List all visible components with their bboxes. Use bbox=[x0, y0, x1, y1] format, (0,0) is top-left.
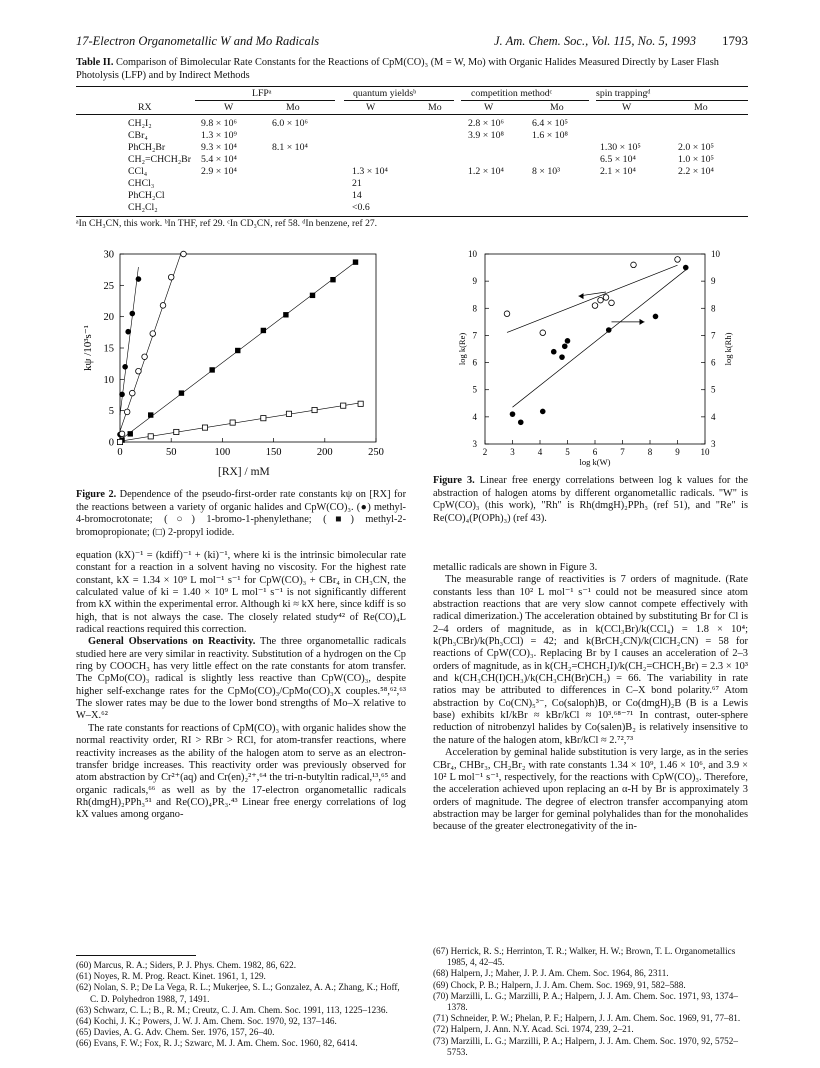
data-point bbox=[504, 311, 510, 317]
x-tick-label: 50 bbox=[165, 447, 177, 458]
figure-2-chart bbox=[82, 250, 384, 459]
data-point bbox=[202, 425, 207, 430]
y-tick-label: 0 bbox=[108, 437, 114, 449]
running-head-left: 17-Electron Organometallic W and Mo Radicals bbox=[76, 34, 320, 48]
data-point bbox=[142, 354, 148, 360]
y-tick-label-right: 10 bbox=[711, 249, 720, 259]
rx-header: RX bbox=[138, 102, 152, 113]
data-point bbox=[129, 311, 135, 317]
right-paragraph-2: The measurable range of reactivities is 7 orders of magnitude. (Rate constants less than 10² L mol⁻¹ s⁻¹ could not be measured since atom abstraction reactions that are very slow cannot compete effectively with radical dimerization.) The acceleration obtained by substituting Br for Cl is 2–4 orders of magnitude, as in k(CCl₃Br)/k(CCl₄) = 1.8 × 10⁴; k(Ph₃CBr)/k(Ph₃CCl) = 42; and k(BrCH₂CN)/k(ClCH₂CN) = 58 for reactions of CpW(CO)₃. Replacing Br by I causes an acceleration of 2–3 orders of magnitude, as in k(CH₂=CHCH₂I)/k(CH₂=CHCH₂Br) = 2.3 × 10³ and k(CH₃CH(I)CH₃)/k(CH₃CH(Br)CH₃) = 66. The variability in rate ratios may be attributed to differences in C–X bond polarity.⁶⁷ Atom abstraction by Co(CN)₅³⁻, Co(saloph)B, or Co(dmgH)₂B (B is a Lewis base) exhibits kI/kBr ≈ kBr/kCl ≈ 10³.⁶⁸⁻⁷¹ In contrast, outer-sphere reduction of nitrobenzyl halides by Co(salen)B₂ is relatively insensitive to the nature of the halogen atom, kBr/kCl ≈ 2.⁷²,⁷³ bbox=[433, 574, 748, 746]
table-cell: 1.3 × 10⁴ bbox=[352, 166, 388, 177]
data-point bbox=[310, 293, 315, 298]
y-axis-label-left: log k(Re) bbox=[457, 332, 467, 366]
table-cell: 1.30 × 10⁵ bbox=[600, 142, 641, 153]
left-paragraph-2-text: The three organometallic radicals studied here are very similar in reactivity. Substitution of a hydrogen on the Cp ring by COOCH₃ has very little effect on the rate constants for atom transfer. The CpMo(CO)₃ radical is slightly less reactive than CpW(CO)₃, despite higher self-exchange rates for the CpMo(CO)₃/CpMo(CO)₃X couples.⁵⁸,⁶²,⁶³ The slower rates may be due to the lower bond strengths of Mo–X relative to W–X.⁶² bbox=[76, 636, 407, 722]
right-paragraph-3: Acceleration by geminal halide substitution is very large, as in the series CBr₄, CHBr₃, CH₂Br₂ with rate constants 1.34 × 10⁹, 1.46 × 10⁶, and 3.9 × 10² L mol⁻¹ s⁻¹, respectively, for the reactions with CpW(CO)₃. Therefore, the acceleration achieved upon replacing an α-H by Br is approximately 3 orders of magnitude. The degree of electron transfer accompanying atom abstraction may be larger for geminal polyhalides than for the monohalides because of the greater electronegativity of the in- bbox=[433, 747, 748, 833]
data-point bbox=[230, 420, 235, 425]
y-tick-label-left: 7 bbox=[472, 330, 477, 341]
table-cell: 1.3 × 10⁹ bbox=[201, 130, 237, 141]
data-point bbox=[283, 312, 288, 317]
table-cell: 9.3 × 10⁴ bbox=[201, 142, 237, 153]
reference-item: (67) Herrick, R. S.; Herrinton, T. R.; Walker, H. W.; Brown, T. L. Organometallics 1985, 4, 42–45. bbox=[433, 946, 736, 968]
x-axis-label: log k(W) bbox=[579, 457, 611, 467]
table-cell: <0.6 bbox=[352, 202, 370, 213]
data-point bbox=[179, 390, 184, 395]
reference-item: (64) Kochi, J. K.; Powers, J. W. J. Am. Chem. Soc. 1970, 92, 137–146. bbox=[76, 1016, 337, 1027]
table-cell-rx: CH₂I₂ bbox=[128, 118, 152, 129]
reference-item: (68) Halpern, J.; Maher, J. P. J. Am. Chem. Soc. 1964, 86, 2311. bbox=[433, 968, 669, 979]
y-tick-label-right: 3 bbox=[711, 439, 716, 449]
data-point bbox=[148, 412, 153, 417]
data-point bbox=[124, 409, 130, 415]
data-point bbox=[122, 364, 128, 370]
data-point bbox=[174, 429, 179, 434]
data-point bbox=[150, 331, 156, 337]
footnote-rule bbox=[76, 955, 196, 956]
table-cell: 1.0 × 10⁵ bbox=[678, 154, 714, 165]
y-tick-label: 5 bbox=[108, 406, 114, 418]
x-tick-label: 9 bbox=[675, 447, 680, 457]
x-tick-label: 0 bbox=[117, 447, 123, 458]
table-cell-rx: CH₂Cl₂ bbox=[128, 202, 158, 213]
table-title bbox=[76, 57, 746, 82]
figure-3-chart bbox=[457, 249, 733, 467]
data-point bbox=[592, 303, 598, 309]
table-cell: 2.8 × 10⁶ bbox=[468, 118, 504, 129]
right-column bbox=[433, 562, 748, 834]
col-w-spin: W bbox=[622, 102, 632, 113]
arrow-left-head bbox=[579, 293, 584, 299]
col-mo-qy: Mo bbox=[428, 102, 442, 113]
reference-item: (72) Halpern, J. Ann. N.Y. Acad. Sci. 1974, 239, 2–21. bbox=[433, 1024, 634, 1035]
group-competition: competition methodᶜ bbox=[471, 88, 553, 99]
reference-item: (63) Schwarz, C. L.; B., R. M.; Creutz, C. J. Am. Chem. Soc. 1991, 113, 1225–1236. bbox=[76, 1004, 388, 1015]
data-point bbox=[117, 439, 122, 444]
table-header bbox=[76, 88, 748, 114]
data-point bbox=[129, 390, 135, 396]
y-tick-label: 30 bbox=[103, 249, 114, 261]
y-tick-label: 15 bbox=[103, 343, 114, 355]
col-mo-lfp: Mo bbox=[286, 102, 300, 113]
figure-2-plot bbox=[76, 248, 406, 483]
data-point bbox=[606, 327, 612, 333]
table-cell: 2.9 × 10⁴ bbox=[201, 166, 237, 177]
plot-frame bbox=[485, 254, 705, 444]
figure-3-caption-text: Linear free energy correlations between log k values for the abstraction of halogen atoms by different organometallic radicals. "W" is CpW(CO)₃ (this work), "Rh" is Rh(dmgH)₂PPh₃ (ref 51), and "Re" is Re(CO)₄(P(OPh)₃) (ref 43). bbox=[433, 475, 748, 524]
col-w-comp: W bbox=[484, 102, 494, 113]
y-tick-label-right: 5 bbox=[711, 384, 716, 395]
data-point bbox=[358, 401, 363, 406]
reference-item: (62) Nolan, S. P.; De La Vega, R. L.; Mukerjee, S. L.; Gonzalez, A. A.; Zhang, K.; Hoff, C. D. Polyhedron 1988, 7, 1491. bbox=[76, 982, 400, 1004]
table-cell: 3.9 × 10⁸ bbox=[468, 130, 504, 141]
group-spin: spin trappingᵈ bbox=[596, 88, 651, 99]
table-body bbox=[76, 118, 748, 218]
reference-item: (66) Evans, F. W.; Fox, R. J.; Szwarc, M. J. Am. Chem. Soc. 1960, 82, 6414. bbox=[76, 1038, 358, 1049]
x-tick-label: 150 bbox=[265, 447, 282, 458]
table-cell: 1.6 × 10⁸ bbox=[532, 130, 568, 141]
running-head-journal: J. Am. Chem. Soc., Vol. 115, No. 5, 1993 bbox=[494, 34, 696, 48]
table-cell: 6.5 × 10⁴ bbox=[600, 154, 636, 165]
table-cell: 14 bbox=[352, 190, 362, 201]
x-tick-label: 2 bbox=[482, 447, 488, 457]
arrow-right-head bbox=[640, 319, 645, 325]
y-tick-label-left: 9 bbox=[472, 276, 477, 287]
data-point bbox=[136, 368, 142, 374]
y-tick-label: 20 bbox=[103, 312, 114, 324]
col-w-lfp: W bbox=[224, 102, 234, 113]
data-point bbox=[518, 419, 524, 425]
table-cell: 5.4 × 10⁴ bbox=[201, 154, 237, 165]
table-cell-rx: CBr₄ bbox=[128, 130, 148, 141]
x-tick-label: 6 bbox=[592, 447, 598, 457]
y-tick-label-right: 6 bbox=[711, 357, 716, 368]
table-cell: 2.0 × 10⁵ bbox=[678, 142, 714, 153]
reference-item: (65) Davies, A. G. Adv. Chem. Ser. 1976, 157, 26–40. bbox=[76, 1027, 275, 1038]
data-point bbox=[603, 295, 609, 301]
left-column bbox=[76, 550, 406, 822]
data-point bbox=[286, 411, 291, 416]
data-point bbox=[261, 328, 266, 333]
table-cell-rx: CCl₄ bbox=[128, 166, 148, 177]
y-tick-label-right: 9 bbox=[711, 276, 716, 287]
y-tick-label-right: 4 bbox=[711, 411, 716, 422]
table-cell: 2.2 × 10⁴ bbox=[678, 166, 714, 177]
data-point bbox=[598, 297, 604, 303]
left-paragraph-3: The rate constants for reactions of CpM(CO)₃ with organic halides show the normal reactivity order, RI > RBr > RCl, for atom-transfer reactions, where reactivity increases as the ability of the halogen atom to serve as an electron-transfer bridge increases. This reactivity order was previously observed for atom abstraction by Cr²⁺(aq) and Cr(en)₂²⁺,⁶⁴ the tri-n-butyltin radical,¹³,⁶⁵ and organic radicals,⁶⁶ as well as by the 17-electron organometallic radicals Rh(dmgH)₂PPh₃⁵¹ and Re(CO)₄PR₃.⁴³ Linear free energy correlations of log kX values among organo- bbox=[76, 722, 406, 821]
figure-3-label: Figure 3. bbox=[433, 475, 475, 486]
data-point bbox=[181, 251, 187, 257]
col-mo-comp: Mo bbox=[550, 102, 564, 113]
rule-lfp bbox=[195, 100, 335, 101]
table-cell-rx: PhCH₂Cl bbox=[128, 190, 165, 201]
table-top-rule bbox=[76, 86, 748, 87]
x-tick-label: 200 bbox=[316, 447, 333, 458]
figure-3-caption bbox=[433, 475, 748, 525]
data-point bbox=[209, 367, 214, 372]
data-point bbox=[551, 349, 557, 355]
data-point bbox=[119, 431, 125, 437]
data-point bbox=[683, 265, 689, 271]
data-point bbox=[675, 257, 681, 263]
figure-3-plot bbox=[455, 248, 755, 470]
table-label: Table II. bbox=[76, 57, 114, 68]
data-point bbox=[235, 348, 240, 353]
y-tick-label-right: 7 bbox=[711, 330, 716, 341]
data-point bbox=[562, 343, 568, 349]
x-tick-label: 4 bbox=[537, 447, 543, 457]
left-paragraph-2 bbox=[76, 636, 406, 722]
data-point bbox=[631, 262, 637, 268]
y-tick-label: 10 bbox=[103, 374, 114, 386]
figure-2-label: Figure 2. bbox=[76, 489, 117, 500]
data-point bbox=[125, 329, 131, 335]
table-cell: 1.2 × 10⁴ bbox=[468, 166, 504, 177]
reference-item: (60) Marcus, R. A.; Siders, P. J. Phys. Chem. 1982, 86, 622. bbox=[76, 960, 296, 970]
data-point bbox=[341, 403, 346, 408]
x-tick-label: 5 bbox=[565, 447, 570, 457]
table-cell: 2.1 × 10⁴ bbox=[600, 166, 636, 177]
x-tick-label: 100 bbox=[214, 447, 231, 458]
figure-2-caption-text: Dependence of the pseudo-first-order rate constants kψ on [RX] for the reactions between a variety of organic halides and CpW(CO)₃. (●) methyl-4-bromocrotonate; (○) 1-bromo-1-phenylethane; (■) methyl-2-bromopropionate; (□) 2-propyl iodide. bbox=[76, 489, 407, 538]
plot-frame bbox=[120, 254, 376, 442]
data-point bbox=[653, 314, 659, 320]
data-point bbox=[540, 330, 546, 336]
y-tick-label-left: 10 bbox=[468, 249, 477, 259]
fig2-xlabel: [RX] / mM bbox=[218, 466, 270, 478]
table-bottom-rule bbox=[76, 216, 748, 217]
fit-line bbox=[120, 403, 361, 441]
page-number: 1793 bbox=[722, 33, 748, 48]
x-tick-label: 8 bbox=[647, 447, 653, 457]
y-tick-label-right: 8 bbox=[711, 303, 716, 314]
data-point bbox=[559, 354, 565, 360]
table-cell: 6.4 × 10⁵ bbox=[532, 118, 568, 129]
col-w-qy: W bbox=[366, 102, 376, 113]
table-cell: 8 × 10³ bbox=[532, 166, 561, 177]
rule-quantum bbox=[344, 100, 454, 101]
table-cell-rx: PhCH₂Br bbox=[128, 142, 166, 153]
group-lfp: LFPᵃ bbox=[252, 88, 272, 99]
data-point bbox=[312, 407, 317, 412]
rule-competition bbox=[461, 100, 589, 101]
data-point bbox=[261, 416, 266, 421]
y-tick-label-left: 5 bbox=[472, 384, 477, 395]
data-point bbox=[353, 259, 358, 264]
table-header-rule bbox=[76, 114, 748, 115]
y-tick-label-left: 6 bbox=[472, 357, 477, 368]
reference-item: (73) Marzilli, L. G.; Marzilli, P. A.; Halpern, J. J. Am. Chem. Soc. 1970, 92, 5752–5753. bbox=[433, 1035, 738, 1057]
x-tick-label: 10 bbox=[700, 447, 710, 457]
reference-item: (70) Marzilli, L. G.; Marzilli, P. A.; Halpern, J. J. Am. Chem. Soc. 1971, 93, 1374–1378. bbox=[433, 990, 738, 1013]
data-point bbox=[128, 431, 133, 436]
y-tick-label-left: 4 bbox=[472, 411, 477, 422]
data-point bbox=[160, 303, 166, 309]
group-quantum: quantum yieldsᵇ bbox=[353, 88, 417, 99]
y-tick-label-left: 8 bbox=[472, 303, 477, 314]
table-cell: 6.0 × 10⁶ bbox=[272, 118, 308, 129]
x-tick-label: 250 bbox=[368, 447, 384, 458]
rule-spin bbox=[596, 100, 748, 101]
table-footnote: ᵃIn CH₃CN, this work. ᵇIn THF, ref 29. ᶜIn CD₃CN, ref 58. ᵈIn benzene, ref 27. bbox=[76, 218, 378, 229]
fit-line bbox=[507, 265, 678, 332]
right-paragraph-1: metallic radicals are shown in Figure 3. bbox=[433, 562, 598, 573]
data-point bbox=[330, 277, 335, 282]
figure-2-caption bbox=[76, 489, 406, 539]
left-paragraph-1: equation (kX)⁻¹ = (kdiff)⁻¹ + (ki)⁻¹, where ki is the intrinsic bimolecular rate constant for a reaction in a solvent having no viscosity. For the highest rate constant, kX = 1.34 × 10⁹ L mol⁻¹ s⁻¹ for CpW(CO)₃ + CBr₄ in CH₃CN, the calculated value of ki = 1.40 × 10⁹ L mol⁻¹ s⁻¹ is not significantly different from kX within the experimental error. Although ki ≈ kX here, since kdiff is so high, that is not always the case. The closely related study⁴² of Re(CO)₄L radical reactions required this correction. bbox=[76, 550, 406, 636]
data-point bbox=[609, 300, 615, 306]
reference-item: (71) Schneider, P. W.; Phelan, P. F.; Halpern, J. J. Am. Chem. Soc. 1969, 91, 77–81. bbox=[433, 1013, 741, 1024]
data-point bbox=[565, 338, 571, 344]
fit-line bbox=[513, 270, 686, 407]
table-cell: 21 bbox=[352, 178, 362, 189]
references-left bbox=[76, 960, 406, 1050]
reference-item: (69) Chock, P. B.; Halpern, J. J. Am. Chem. Soc. 1969, 91, 582–588. bbox=[433, 979, 686, 990]
table-cell-rx: CH₂=CHCH₂Br bbox=[128, 154, 191, 165]
section-heading: General Observations on Reactivity. bbox=[88, 636, 256, 648]
y-axis-label: kψ /10³s⁻¹ bbox=[82, 325, 94, 371]
y-tick-label: 25 bbox=[103, 280, 114, 292]
y-axis-label-right: log k(Rh) bbox=[723, 332, 733, 366]
reference-item: (61) Noyes, R. M. Prog. React. Kinet. 1961, 1, 129. bbox=[76, 971, 266, 982]
table-cell: 9.8 × 10⁶ bbox=[201, 118, 237, 129]
y-tick-label-left: 3 bbox=[472, 439, 477, 449]
references-right bbox=[433, 946, 748, 1058]
table-cell: 8.1 × 10⁴ bbox=[272, 142, 308, 153]
data-point bbox=[119, 392, 125, 398]
data-point bbox=[148, 434, 153, 439]
data-point bbox=[510, 411, 516, 417]
data-point bbox=[136, 276, 142, 282]
data-point bbox=[168, 274, 174, 280]
table-title-text: Comparison of Bimolecular Rate Constants for the Reactions of CpM(CO)₃ (M = W, Mo) with Organic Halides Measured Directly by Laser Flash Photolysis (LFP) and by Indirect Methods bbox=[76, 57, 719, 81]
x-tick-label: 7 bbox=[620, 447, 625, 457]
data-point bbox=[540, 409, 546, 415]
col-mo-spin: Mo bbox=[694, 102, 708, 113]
x-tick-label: 3 bbox=[510, 447, 515, 457]
table-cell-rx: CHCl₃ bbox=[128, 178, 155, 189]
